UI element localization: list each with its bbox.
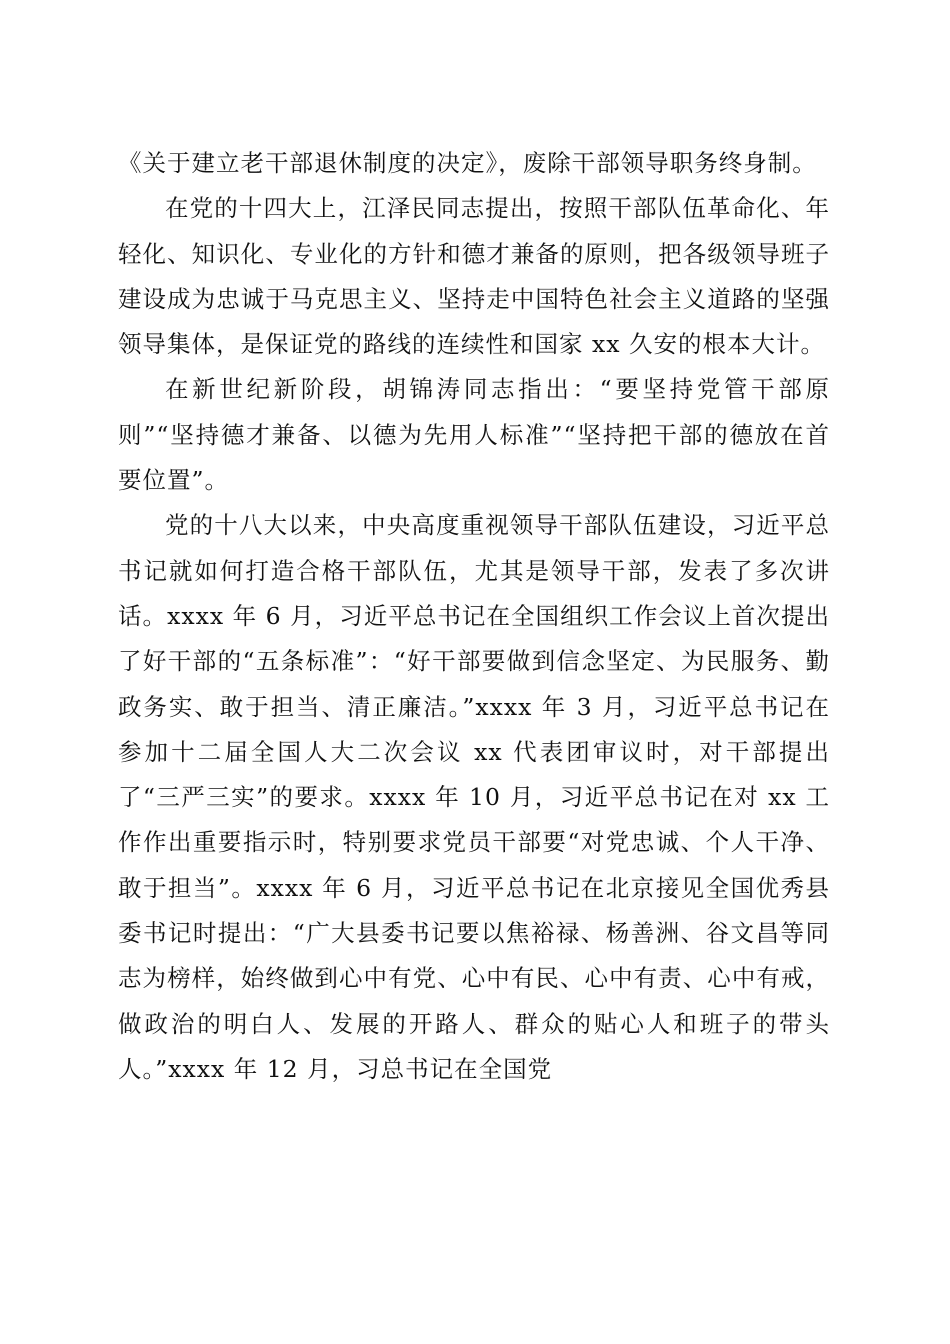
paragraph-3: 在新世纪新阶段，胡锦涛同志指出：“要坚持党管干部原则”“坚持德才兼备、以德为先用人标准”“坚持把干部的德放在首要位置”。 bbox=[118, 375, 830, 495]
paragraph-1: 《关于建立老干部退休制度的决定》，废除干部领导职务终身制。 bbox=[118, 149, 817, 177]
paragraph-4: 党的十八大以来，中央高度重视领导干部队伍建设，习近平总书记就如何打造合格干部队伍，尤其是领导干部，发表了多次讲话。xxxx 年 6 月，习近平总书记在全国组织工作会议上首次提出了好干部的“五条标准”：“好干部要做到信念坚定、为民服务、勤政务实、敢于担当、清正廉洁。”xxxx 年 3 月，习近平总书记在参加十二届全国人大二次会议 xx 代表团审议时，对干部提出了“三严三实”的要求。xxxx 年 10 月，习近平总书记在对 xx 工作作出重要指示时，特别要求党员干部要“对党忠诚、个人干净、敢于担当”。xxxx 年 6 月，习近平总书记在北京接见全国优秀县委书记时提出：“广大县委书记要以焦裕禄、杨善洲、谷文昌等同志为榜样，始终做到心中有党、心中有民、心中有责、心中有戒，做政治的明白人、发展的开路人、群众的贴心人和班子的带头人。”xxxx 年 12 月，习总书记在全国党 bbox=[118, 511, 830, 1083]
document-body bbox=[118, 141, 830, 1092]
paragraph-2: 在党的十四大上，江泽民同志提出，按照干部队伍革命化、年轻化、知识化、专业化的方针和德才兼备的原则，把各级领导班子建设成为忠诚于马克思主义、坚持走中国特色社会主义道路的坚强领导集体，是保证党的路线的连续性和国家 xx 久安的根本大计。 bbox=[118, 194, 830, 359]
